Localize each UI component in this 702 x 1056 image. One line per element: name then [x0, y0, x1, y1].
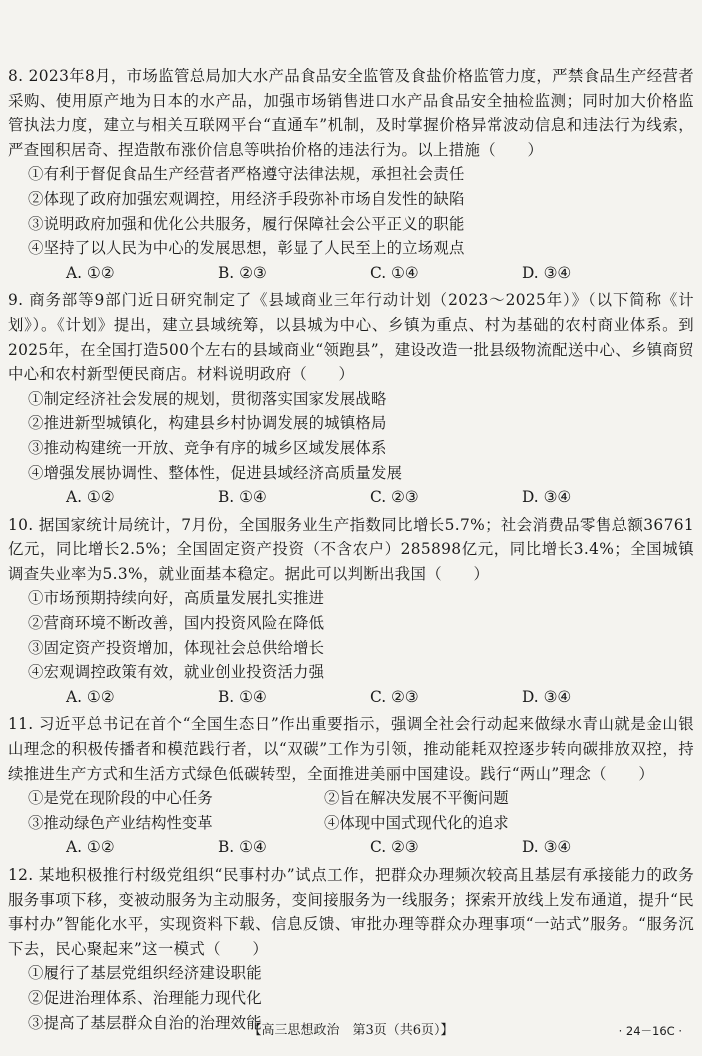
option-row — [28, 811, 694, 836]
exam-code: · 24－16C · — [618, 1024, 682, 1038]
choice-a: A. ①② — [66, 488, 115, 507]
option-1: ①履行了基层党组织经济建设职能 — [28, 964, 262, 983]
option-2: ②体现了政府加强宏观调控，用经济手段弥补市场自发性的缺陷 — [28, 189, 465, 208]
option-4: ④增强发展协调性、整体性，促进县域经济高质量发展 — [28, 463, 403, 482]
answer-choices — [66, 685, 694, 710]
option-3: ③提高了基层群众自治的治理效能 — [28, 1013, 262, 1032]
choice-a: A. ①② — [66, 687, 115, 706]
option-2: ②促进治理体系、治理能力现代化 — [28, 988, 262, 1007]
question-11 — [8, 712, 694, 860]
option-1: ①有利于督促食品生产经营者严格遵守法律法规，承担社会责任 — [28, 165, 465, 184]
choice-d: D. ③④ — [522, 838, 572, 857]
choice-b: B. ①④ — [218, 687, 267, 706]
option-3: ③推动构建统一开放、竞争有序的城乡区域发展体系 — [28, 438, 387, 457]
choice-b: B. ②③ — [218, 263, 267, 282]
choice-d: D. ③④ — [522, 263, 572, 282]
question-12 — [8, 863, 694, 1035]
option-3: ③固定资产投资增加，体现社会总供给增长 — [28, 638, 325, 657]
choice-d: D. ③④ — [522, 687, 572, 706]
question-8 — [8, 64, 694, 285]
option-3: ③说明政府加强和优化公共服务，履行保障社会公平正义的职能 — [28, 214, 465, 233]
option-2: ②旨在解决发展不平衡问题 — [324, 789, 509, 808]
option-4: ④宏观调控政策有效，就业创业投资活力强 — [28, 663, 325, 682]
option-1: ①是党在现阶段的中心任务 — [28, 789, 213, 808]
option-4: ④体现中国式现代化的追求 — [324, 813, 509, 832]
option-4: ④坚持了以人民为中心的发展思想，彰显了人民至上的立场观点 — [28, 239, 465, 258]
question-stem: 10. 据国家统计局统计，7月份，全国服务业生产指数同比增长5.7%；社会消费品零售总额36761亿元，同比增长2.5%；全国固定资产投资（不含农户）285898亿元，同比增长3.4%；全国城镇调查失业率为5.3%，就业面基本稳定。据此可以判断出我国（ ） — [8, 515, 694, 583]
choice-c: C. ②③ — [370, 687, 419, 706]
option-2: ②推进新型城镇化，构建县乡村协调发展的城镇格局 — [28, 414, 387, 433]
page-number-label: 【高三思想政治 第3页（共6页）】 — [248, 1023, 454, 1038]
choice-b: B. ①④ — [218, 488, 267, 507]
question-list — [8, 64, 694, 1035]
question-stem: 11. 习近平总书记在首个“全国生态日”作出重要指示，强调全社会行动起来做绿水青山就是金山银山理念的积极传播者和模范践行者，以“双碳”工作为引领，推动能耗双控逐步转向碳排放双控，持续推进生产方式和生活方式绿色低碳转型，全面推进美丽中国建设。践行“两山”理念（ ） — [8, 715, 694, 783]
option-1: ①市场预期持续向好，高质量发展扎实推进 — [28, 589, 325, 608]
option-3: ③推动绿色产业结构性变革 — [28, 813, 213, 832]
question-9 — [8, 288, 694, 509]
choice-b: B. ①④ — [218, 838, 267, 857]
choice-d: D. ③④ — [522, 488, 572, 507]
choice-c: C. ①④ — [370, 263, 419, 282]
question-10 — [8, 513, 694, 710]
answer-choices — [66, 835, 694, 860]
option-1: ①制定经济社会发展的规划，贯彻落实国家发展战略 — [28, 389, 387, 408]
question-stem: 8. 2023年8月，市场监管总局加大水产品食品安全监管及食盐价格监管力度，严禁食品生产经营者采购、使用原产地为日本的水产品，加强市场销售进口水产品食品安全抽检监测；同时加大价格监管执法力度，建立与相关互联网平台“直通车”机制，及时掌握价格异常波动信息和违法行为线索，严查囤积居奇、捏造散布涨价信息等哄抬价格的违法行为。以上措施（ ） — [8, 67, 694, 159]
choice-a: A. ①② — [66, 838, 115, 857]
choice-a: A. ①② — [66, 263, 115, 282]
choice-c: C. ②③ — [370, 488, 419, 507]
question-stem: 12. 某地积极推行村级党组织“民事村办”试点工作，把群众办理频次较高且基层有承接能力的政务服务事项下移，变被动服务为主动服务，变间接服务为一线服务；探索开放线上发布通道，提升“民事村办”智能化水平，实现资料下载、信息反馈、审批办理等群众办理事项“一站式”服务。“服务沉下去，民心聚起来”这一模式（ ） — [8, 866, 694, 958]
answer-choices — [66, 261, 694, 286]
question-stem: 9. 商务部等9部门近日研究制定了《县域商业三年行动计划（2023～2025年）》（以下简称《计划》）。《计划》提出，建立县域统筹，以县城为中心、乡镇为重点、村为基础的农村商业体系。到2025年，在全国打造500个左右的县域商业“领跑县”，建设改造一批县级物流配送中心、乡镇商贸中心和农村新型便民商店。材料说明政府（ ） — [8, 291, 694, 384]
page-footer — [0, 1020, 702, 1042]
answer-choices — [66, 485, 694, 510]
option-2: ②营商环境不断改善，国内投资风险在降低 — [28, 614, 325, 633]
choice-c: C. ②③ — [370, 838, 419, 857]
option-row — [28, 786, 694, 811]
